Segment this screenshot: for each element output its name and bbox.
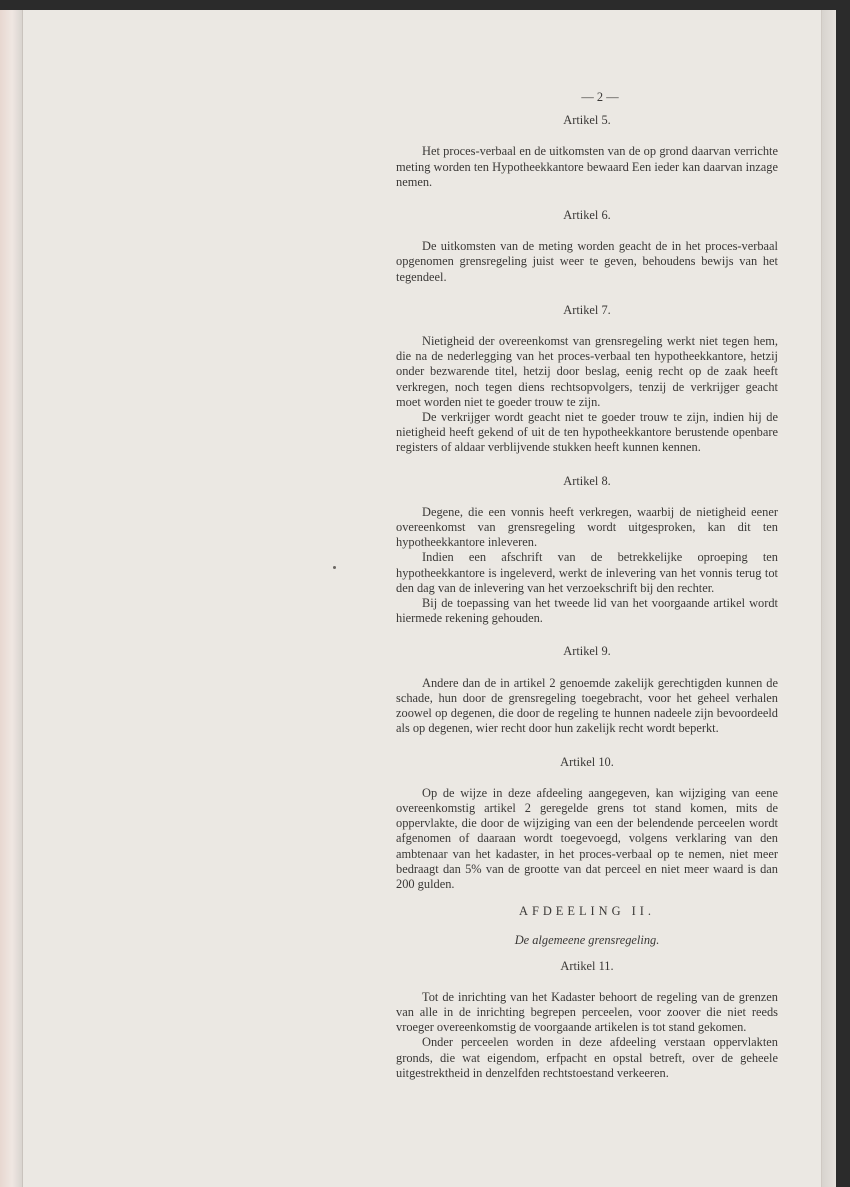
- article-paragraph: Nietigheid der overeenkomst van grensregeling werkt niet tegen hem, die na de nederlegging van het proces-verbaal ten hypotheekkantore, hetzij onder bezwarende titel, hetzij door beslag, eenig recht op de zaak heeft verkregen, noch tegen diens rechtsopvolgers, tenzij de verkrijger geacht moet worden niet te goeder trouw te zijn.: [396, 334, 778, 409]
- article-paragraph: Op de wijze in deze afdeeling aangegeven, kan wijziging van eene overeenkomstig artikel 2 geregelde grens tot stand komen, mits de oppervlakte, die door de wijziging van een der belendende perceelen wordt afgenomen of daaraan wordt toegevoegd, volgens verklaring van den ambtenaar van het kadaster, in het proces-verbaal op te nemen, niet meer bedraagt dan 5% van de grootte van dat perceel en niet meer waard is dan 200 gulden.: [396, 785, 778, 891]
- article-heading: Artikel 10.: [560, 754, 614, 769]
- article-paragraph: Indien een afschrift van de betrekkelijke oproeping ten hypotheekkantore is ingeleverd, werkt de inlevering van het vonnis terug tot den dag van de inlevering van het verzoekschrift bij den rechter.: [396, 550, 778, 595]
- article-heading: Artikel 6.: [563, 208, 611, 223]
- article-paragraph: De verkrijger wordt geacht niet te goeder trouw te zijn, indien hij de nietigheid heeft gekend of uit de ten hypotheekkantore berustende openbare registers of aldaar verblijvende stukken heeft kunnen kennen.: [396, 410, 778, 455]
- text-column: [396, 90, 778, 1081]
- article-paragraph: Andere dan de in artikel 2 genoemde zakelijk gerechtigden kunnen de schade, hun door de grensregeling toegebracht, voor het geheel verhalen zoowel op degenen, die door de regeling te hunnen nadeele zijn bevoordeeld als op degenen, wier recht door hun zakelijk recht wordt beperkt.: [396, 675, 778, 736]
- article-heading: Artikel 5.: [563, 113, 611, 128]
- article-paragraph: Bij de toepassing van het tweede lid van het voorgaande artikel wordt hiermede rekening gehouden.: [396, 596, 778, 626]
- article-paragraph: Degene, die een vonnis heeft verkregen, waarbij de nietigheid eener overeenkomst van grensregeling wordt uitgesproken, kan dit ten hypotheekkantore inleveren.: [396, 504, 778, 550]
- document-page: [0, 10, 836, 1187]
- page-left-edge: [0, 10, 23, 1187]
- article-heading: Artikel 7.: [563, 302, 611, 317]
- article-heading: Artikel 9.: [563, 644, 611, 659]
- section-title: AFDEELING II.: [519, 904, 655, 919]
- article-paragraph: Het proces-verbaal en de uitkomsten van de op grond daarvan verrichte meting worden ten Hypotheekkantore bewaard Een ieder kan daarvan inzage nemen.: [396, 144, 778, 189]
- page-number: — 2 —: [581, 90, 619, 104]
- article-paragraph: Tot de inrichting van het Kadaster behoort de regeling van de grenzen van alle in de inrichting begrepen perceelen, voor zoover die niet reeds vroeger overeenkomstig de voorgaande artikelen is tot stand gekomen.: [396, 989, 778, 1035]
- page-right-edge: [821, 10, 836, 1187]
- ink-speck: [333, 566, 336, 569]
- section-subtitle: De algemeene grensregeling.: [514, 933, 660, 948]
- article-paragraph: De uitkomsten van de meting worden geacht de in het proces-verbaal opgenomen grensregeling juist weer te geven, behoudens bewijs van het tegendeel.: [396, 239, 778, 284]
- article-heading: Artikel 8.: [563, 473, 611, 488]
- article-paragraph: Onder perceelen worden in deze afdeeling verstaan oppervlakten gronds, die wat eigendom, erfpacht en opstal betreft, over de geheele uitgestrektheid in denzelfden rechtstoestand verkeeren.: [396, 1035, 778, 1080]
- article-heading: Artikel 11.: [560, 958, 614, 973]
